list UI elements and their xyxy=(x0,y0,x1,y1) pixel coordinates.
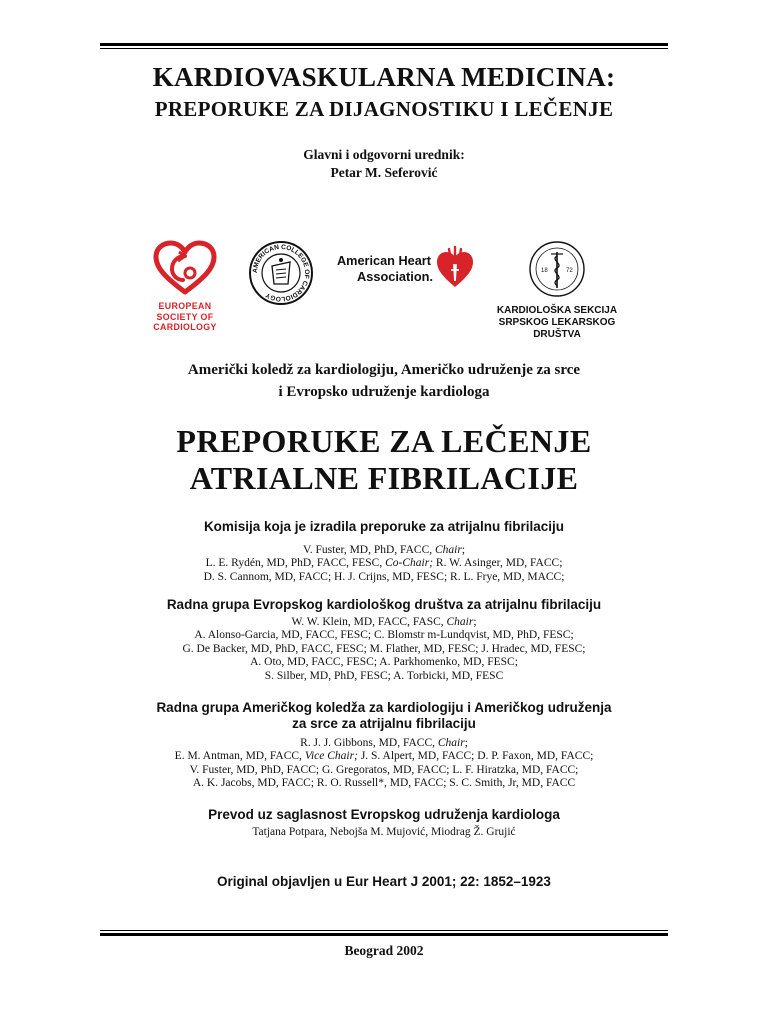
esc-logo-text: EUROPEAN SOCIETY OF CARDIOLOGY xyxy=(153,301,217,332)
svg-text:American Heart: American Heart xyxy=(337,253,432,268)
esc-logo xyxy=(140,240,230,333)
organizations-line-2: i Evropsko udruženje kardiologa xyxy=(278,384,490,400)
section-heading-committee: Komisija koja je izradila preporuke za atrijalnu fibrilaciju xyxy=(203,519,565,534)
kardioloska-sekcija-text: KARDIOLOŠKA SEKCIJA SRPSKOG LEKARSKOG DRUŠTVA xyxy=(496,305,618,340)
svg-text:18: 18 xyxy=(541,268,548,274)
acc-aha-group-names xyxy=(0,737,768,791)
bottom-rule-thin xyxy=(100,930,668,931)
place-year: Beograd 2002 xyxy=(344,943,424,958)
editor-name: Petar M. Seferović xyxy=(330,165,438,180)
series-subtitle: PREPORUKE ZA DIJAGNOSTIKU I LEČENJE xyxy=(154,97,614,121)
translator-names xyxy=(0,826,768,839)
svg-text:Association.: Association. xyxy=(357,269,433,284)
name-line: V. Fuster, MD, PhD, FACC; G. Gregoratos, MD, FACC; L. F. Hiratzka, MD, FACC; xyxy=(189,763,579,776)
name-line: A. K. Jacobs, MD, FACC; R. O. Russell*, MD, FACC; S. C. Smith, Jr, MD, FACC xyxy=(192,777,576,790)
organizations-line-1: Američki koledž za kardiologiju, Američko udruženje za srce xyxy=(187,362,581,378)
kardioloska-sekcija-logo xyxy=(482,240,632,341)
name-line: R. J. J. Gibbons, MD, FACC, Chair; xyxy=(300,737,468,749)
editor-label: Glavni i odgovorni urednik: xyxy=(303,147,465,162)
svg-text:AMERICAN COLLEGE OF CARDIOLOGY: AMERICAN COLLEGE OF CARDIOLOGY xyxy=(251,243,311,303)
main-title-line-1: PREPORUKE ZA LEČENJE xyxy=(176,423,592,459)
bottom-rule-thick xyxy=(100,933,668,936)
heart-icon xyxy=(152,240,218,296)
name-line: Tatjana Potpara, Nebojša M. Mujović, Miodrag Ž. Grujić xyxy=(252,826,516,838)
name-line: A. Alonso-Garcia, MD, FACC, FESC; C. Blomstr m-Lundqvist, MD, PhD, FESC; xyxy=(194,629,574,642)
caduceus-seal-icon xyxy=(528,240,586,298)
section-heading-acc-aha-group: Radna grupa Američkog koledža za kardiologiju i Američkog udruženja za srce za atrijalnu fibrilaciju xyxy=(156,700,612,731)
name-line: G. De Backer, MD, PhD, FACC, FESC; M. Flather, MD, FESC; J. Hradec, MD, FESC; xyxy=(182,642,586,655)
name-line: V. Fuster, MD, PhD, FACC, Chair; xyxy=(302,544,466,556)
section-heading-translation: Prevod uz saglasnost Evropskog udruženja kardiologa xyxy=(208,807,560,822)
aha-logo-graphic xyxy=(337,243,477,291)
esc-group-names xyxy=(0,616,768,683)
acc-seal-logo xyxy=(248,240,314,306)
svg-text:72: 72 xyxy=(566,268,573,274)
name-line: E. M. Antman, MD, FACC, Vice Chair; J. S. Alpert, MD, FACC; D. P. Faxon, MD, FACC; xyxy=(174,750,594,763)
series-title: KARDIOVASKULARNA MEDICINA: xyxy=(152,62,616,92)
name-line: D. S. Cannom, MD, FACC; H. J. Crijns, MD, FESC; R. L. Frye, MD, MACC; xyxy=(203,570,565,583)
name-line: L. E. Rydén, MD, PhD, FACC, FESC, Co-Chair; R. W. Asinger, MD, FACC; xyxy=(205,557,563,570)
acc-seal-icon xyxy=(248,240,314,306)
committee-names xyxy=(0,544,768,584)
top-rule-thick xyxy=(100,43,668,46)
top-rule-thin xyxy=(100,48,668,49)
name-line: W. W. Klein, MD, FACC, FASC, Chair; xyxy=(291,616,477,628)
name-line: A. Oto, MD, FACC, FESC; A. Parkhomenko, MD, FESC; xyxy=(250,656,518,669)
main-title-line-2: ATRIALNE FIBRILACIJE xyxy=(189,460,579,496)
original-publication: Original objavljen u Eur Heart J 2001; 22: 1852–1923 xyxy=(217,874,551,889)
aha-logo xyxy=(337,243,477,291)
name-line: S. Silber, MD, PhD, FESC; A. Torbicki, MD, FESC xyxy=(264,669,504,682)
section-heading-esc-group: Radna grupa Evropskog kardiološkog društva za atrijalnu fibrilaciju xyxy=(166,597,602,612)
